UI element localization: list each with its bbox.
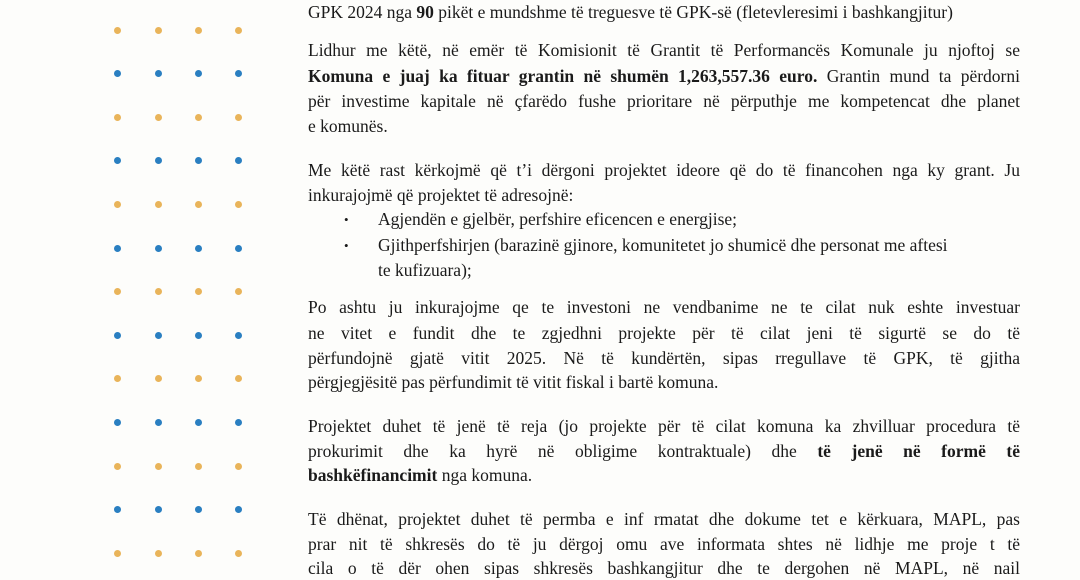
cofinancing-requirement: të jenë në formë të: [817, 441, 1020, 461]
decorative-dot: [155, 332, 162, 339]
decorative-dot: [235, 419, 242, 426]
bullet-icon: •: [344, 212, 349, 227]
cofinancing-term: bashkëfinancimit: [308, 465, 438, 485]
grant-paragraph-line: e komunës.: [308, 116, 388, 136]
decorative-dot: [235, 506, 242, 513]
list-item-green-agenda: • Agjendën e gjelbër, perfshire eficencen e energjise;: [344, 207, 737, 232]
grant-paragraph-line: për investime kapitale në çfarëdo fushe prioritare në përputhje me kompetencat dhe planet: [308, 91, 1020, 111]
decorative-dot: [195, 506, 202, 513]
decorative-dot: [155, 506, 162, 513]
projects-paragraph-line: prokurimit dhe ka hyrë në obligime kontraktuale) dhe të jenë në formë të: [308, 441, 1020, 461]
decorative-dot: [195, 201, 202, 208]
decorative-dot: [114, 201, 121, 208]
decorative-dot: [155, 288, 162, 295]
data-paragraph-line: prar nit të shkresës do të ju dërgoj omu ave informata shtes në lidhje me proje t të: [308, 534, 1020, 554]
decorative-dot: [114, 332, 121, 339]
decorative-dot: [155, 375, 162, 382]
request-paragraph-line: inkurajojmë që projektet të adresojnë:: [308, 185, 574, 205]
decorative-dot: [235, 463, 242, 470]
dot-pattern-decoration: [0, 0, 260, 580]
data-paragraph-line: cila o të dër ohen sipas shkresës bashkangjitur dhe te dergohen në MAPL, në nail: [308, 558, 1020, 578]
projects-paragraph-line: Projektet duhet të jenë të reja (jo projekte për të cilat komuna ka zhvilluar procedura të: [308, 416, 1020, 436]
decorative-dot: [155, 550, 162, 557]
decorative-dot: [235, 245, 242, 252]
decorative-dot: [114, 419, 121, 426]
decorative-dot: [235, 70, 242, 77]
investment-paragraph-line: Po ashtu ju inkurajojme qe te investoni ne vendbanime ne te cilat nuk eshte investuar: [308, 297, 1020, 317]
decorative-dot: [195, 375, 202, 382]
request-paragraph-line: Me këtë rast kërkojmë që t’i dërgoni projektet ideore që do të financohen nga ky grant. Ju: [308, 160, 1020, 180]
decorative-dot: [195, 114, 202, 121]
decorative-dot: [155, 419, 162, 426]
decorative-dot: [195, 27, 202, 34]
decorative-dot: [195, 288, 202, 295]
decorative-dot: [195, 419, 202, 426]
projects-paragraph-line: bashkëfinancimit nga komuna.: [308, 465, 533, 485]
decorative-dot: [114, 506, 121, 513]
decorative-dot: [114, 288, 121, 295]
decorative-dot: [155, 70, 162, 77]
decorative-dot: [114, 245, 121, 252]
decorative-dot: [114, 550, 121, 557]
decorative-dot: [155, 245, 162, 252]
decorative-dot: [195, 332, 202, 339]
decorative-dot: [155, 157, 162, 164]
investment-paragraph-line: ne vitet e fundit dhe te zgjedhni projekte për të cilat jeni të sigurtë se do të: [308, 323, 1020, 343]
decorative-dot: [114, 157, 121, 164]
decorative-dot: [235, 375, 242, 382]
decorative-dot: [155, 201, 162, 208]
list-item-continuation: te kufizuara);: [378, 260, 472, 280]
decorative-dot: [235, 332, 242, 339]
decorative-dot: [235, 201, 242, 208]
bullet-icon: •: [344, 238, 349, 253]
decorative-dot: [235, 157, 242, 164]
decorative-dot: [155, 114, 162, 121]
decorative-dot: [114, 70, 121, 77]
decorative-dot: [195, 550, 202, 557]
decorative-dot: [195, 157, 202, 164]
data-paragraph-line: Të dhënat, projektet duhet të permba e inf rmatat dhe dokume tet e kërkuara, MAPL, pas: [308, 509, 1020, 529]
grant-paragraph-line: Lidhur me këtë, në emër të Komisionit të Grantit të Performancës Komunale ju njoftoj se: [308, 40, 1020, 60]
decorative-dot: [235, 27, 242, 34]
decorative-dot: [155, 27, 162, 34]
decorative-dot: [114, 463, 121, 470]
investment-paragraph-line: përgjegjësitë pas përfundimit të vitit fiskal i bartë komuna.: [308, 372, 719, 392]
decorative-dot: [114, 27, 121, 34]
decorative-dot: [155, 463, 162, 470]
list-item-inclusion: • Gjithperfshirjen (barazinë gjinore, komunitetet jo shumicë dhe personat me aftesi: [344, 233, 948, 258]
decorative-dot: [195, 70, 202, 77]
grant-amount-line: Komuna e juaj ka fituar grantin në shumën 1,263,557.36 euro. Grantin mund ta përdorni: [308, 66, 1020, 86]
investment-paragraph-line: përfundojnë gjatë vitit 2025. Në të kundërtën, sipas rregullave të GPK, të gjitha: [308, 348, 1020, 368]
decorative-dot: [235, 550, 242, 557]
decorative-dot: [195, 245, 202, 252]
decorative-dot: [195, 463, 202, 470]
decorative-dot: [114, 114, 121, 121]
decorative-dot: [235, 288, 242, 295]
grant-amount-statement: Komuna e juaj ka fituar grantin në shumën 1,263,557.36 euro.: [308, 66, 818, 86]
criteria-line: GPK 2024 nga 90 pikët e mundshme të treguesve të GPK-së (fletevleresimi i bashkangjitur): [308, 2, 953, 22]
decorative-dot: [235, 114, 242, 121]
decorative-dot: [114, 375, 121, 382]
points-value: 90: [416, 2, 434, 22]
